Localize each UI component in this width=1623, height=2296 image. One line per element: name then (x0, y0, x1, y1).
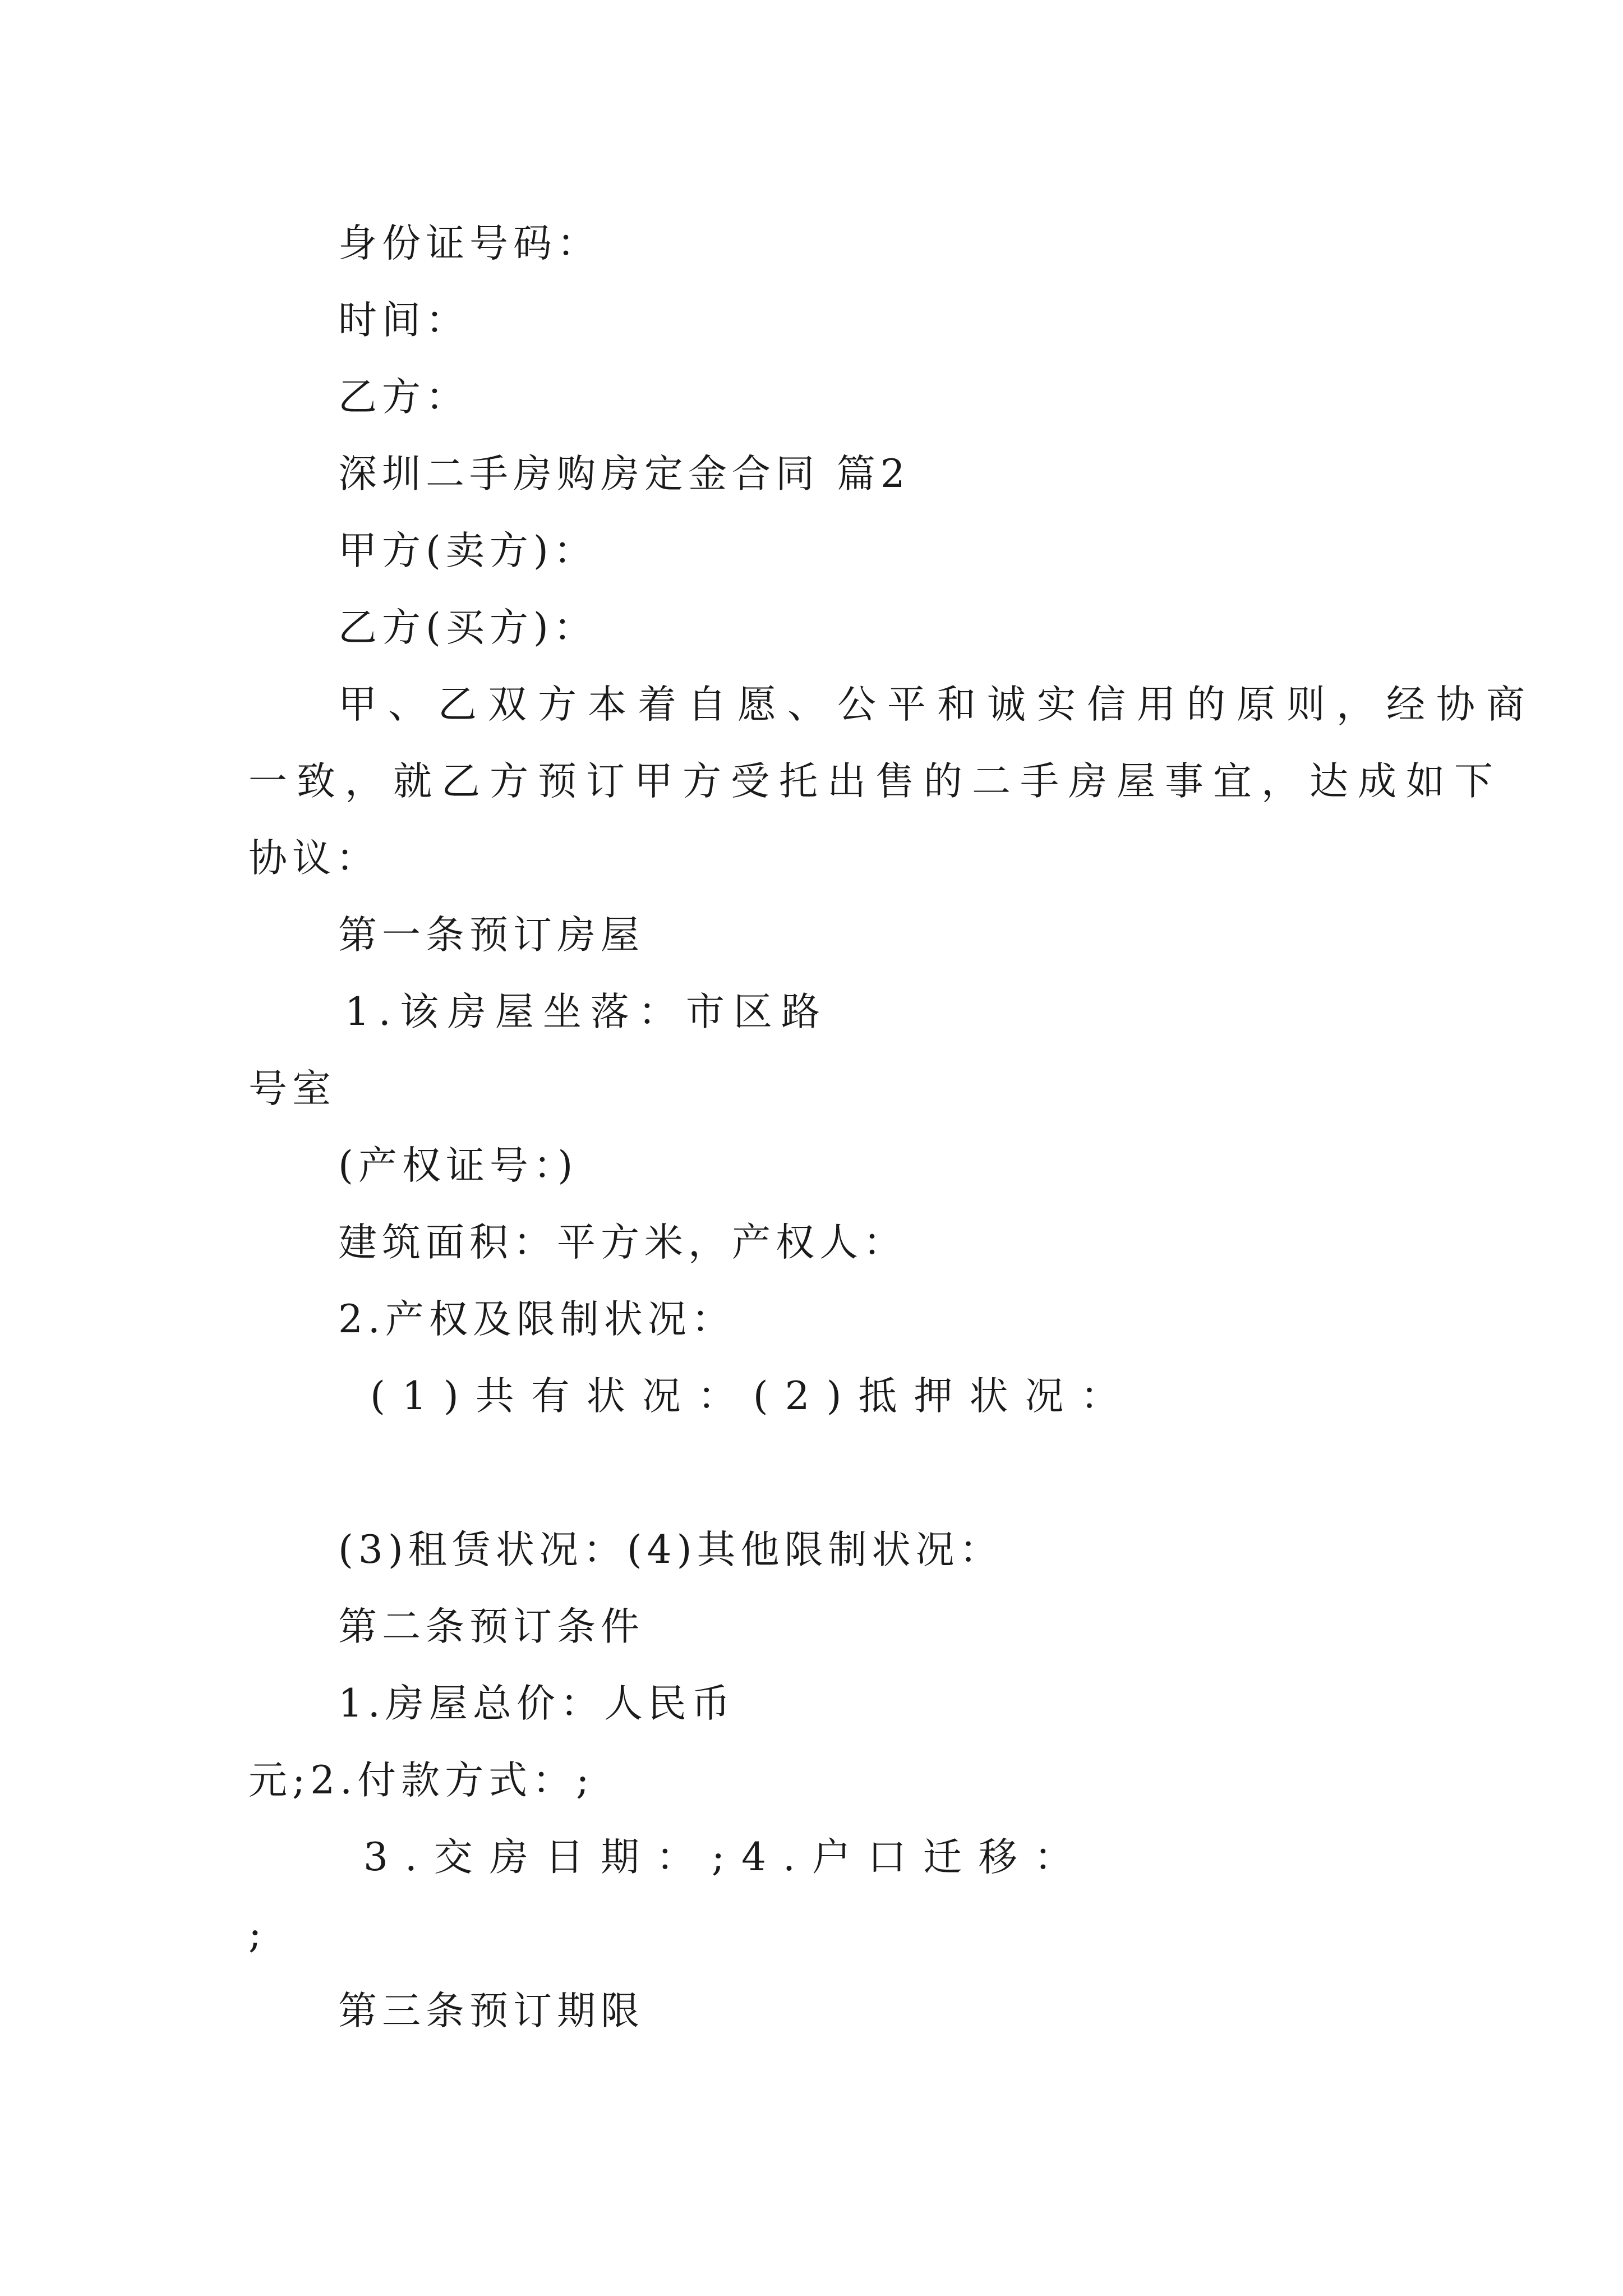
id-number-line: 身份证号码： (338, 221, 601, 266)
party-b-line: 乙方： (338, 375, 469, 420)
article-1-heading: 第一条预订房屋 (338, 913, 644, 958)
certificate-line: (产权证号：) (338, 1143, 578, 1188)
location-line: 1.该房屋坐落：市区路 (345, 990, 829, 1034)
price-line: 1.房屋总价：人民币 (338, 1681, 735, 1726)
area-line: 建筑面积：平方米，产权人： (338, 1220, 907, 1265)
hukou-continuation-line: ; (248, 1912, 267, 1957)
restriction-heading: 2.产权及限制状况： (338, 1297, 735, 1342)
party-b-buyer-line: 乙方(买方)： (338, 605, 597, 650)
co-ownership-line: (1)共有状况：(2)抵押状况： (370, 1374, 1136, 1419)
article-3-heading: 第三条预订期限 (338, 1989, 644, 2033)
article-2-heading: 第二条预订条件 (338, 1604, 644, 1649)
payment-line: 元;2.付款方式：; (248, 1758, 594, 1803)
location-line-2: 号室 (248, 1066, 336, 1111)
intro-paragraph-line-1: 甲、乙双方本着自愿、公平和诚实信用的原则，经协商 (338, 682, 1536, 727)
lease-line: (3)租赁状况：(4)其他限制状况： (338, 1527, 1003, 1572)
delivery-line: 3.交房日期：;4.户口迁移： (363, 1835, 1090, 1880)
intro-paragraph-line-2: 一致，就乙方预订甲方受托出售的二手房屋事宜，达成如下 (248, 759, 1502, 804)
intro-paragraph-line-3: 协议： (248, 836, 380, 881)
section-heading: 深圳二手房购房定金合同 篇2 (338, 452, 910, 496)
party-a-seller-line: 甲方(卖方)： (338, 528, 597, 573)
time-line: 时间： (338, 298, 469, 343)
